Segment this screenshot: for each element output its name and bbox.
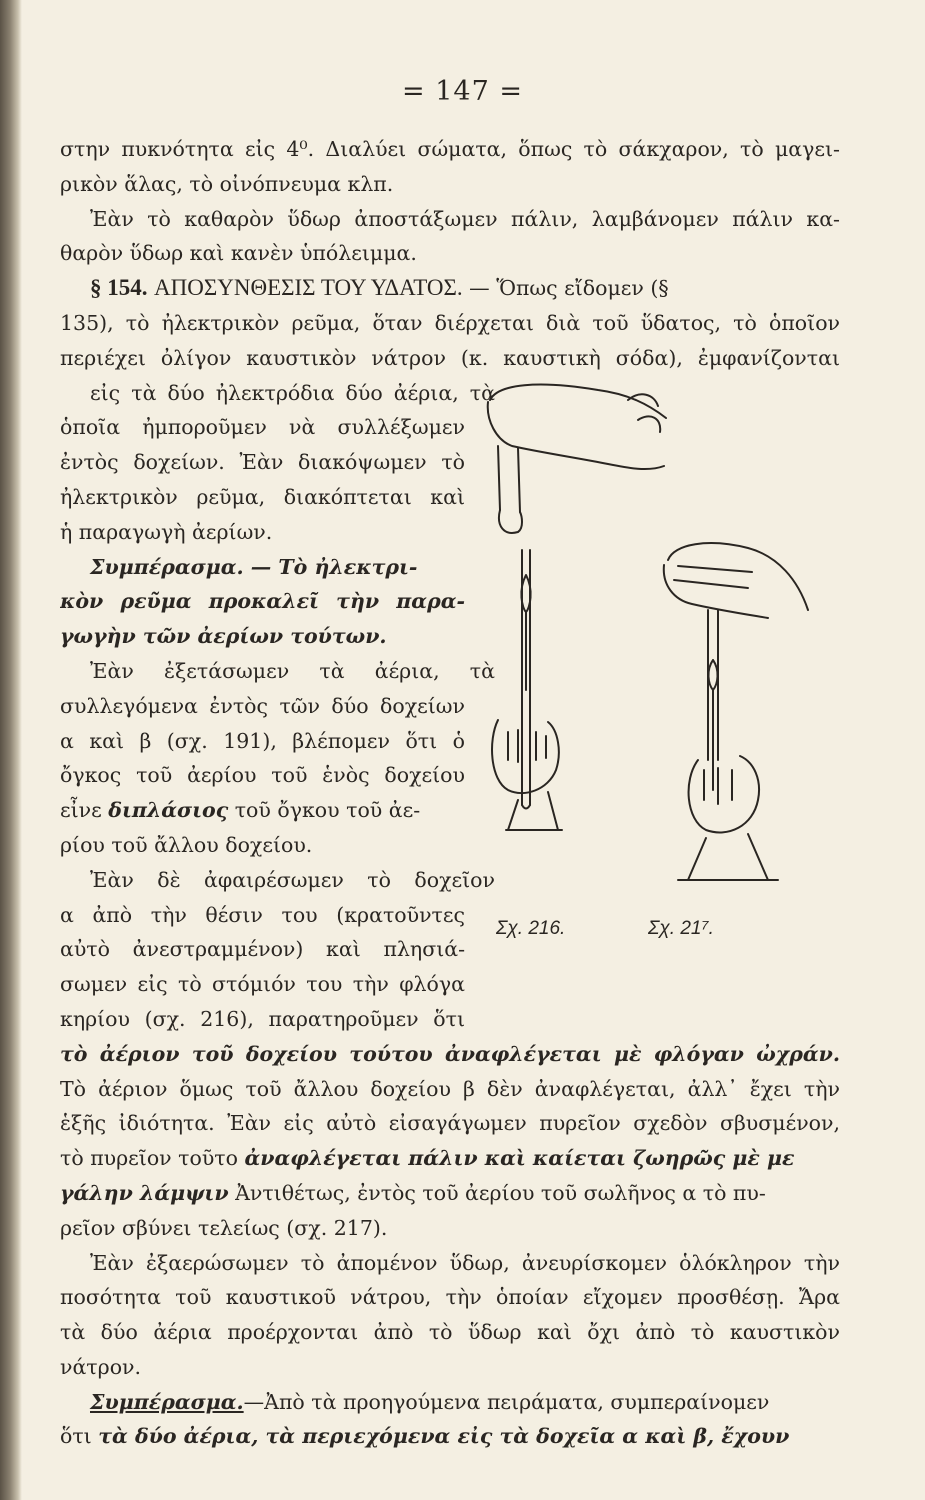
fig216-tube-bottom bbox=[522, 805, 530, 809]
conclusion-label: Συμπέρασμα. bbox=[90, 1389, 244, 1414]
book-binding-shadow bbox=[0, 0, 22, 1500]
section-title: ΑΠΟΣΥΝΘΕΣΙΣ ΤΟΥ ΥΔΑΤΟΣ. bbox=[154, 275, 463, 301]
text-line: Ἐὰν ἐξετάσωμεν τὰ ἀέρια, τὰ bbox=[90, 658, 495, 683]
text-line: α καὶ β (σχ. 191), βλέπομεν ὅτι ὁ bbox=[60, 728, 465, 753]
fig217-match-flame bbox=[708, 660, 717, 690]
text-line: εἰς τὰ δύο ἠλεκτρόδια δύο ἀέρια, τὰ bbox=[90, 380, 495, 405]
section-number: § 154. bbox=[90, 275, 148, 301]
text-span: τὸ πυρεῖον τοῦτο bbox=[60, 1146, 245, 1171]
section-heading bbox=[60, 271, 840, 306]
fig216-sleeve bbox=[506, 792, 562, 830]
text-line: Ἐὰν δὲ ἀφαιρέσωμεν τὸ δοχεῖον bbox=[90, 867, 495, 892]
text-span: εἶνε bbox=[60, 798, 109, 823]
text-line: α ἀπὸ τὴν θέσιν του (κρατοῦντες bbox=[60, 902, 465, 927]
conclusion-line bbox=[60, 550, 495, 585]
conclusion-line: γωγὴν τῶν ἀερίων τούτων. bbox=[60, 624, 387, 649]
fig217-sleeve bbox=[678, 834, 778, 880]
text-line: Ἐὰν τὸ καθαρὸν ὕδωρ ἀποστάξωμεν πάλιν, λαμβάνομεν πάλιν κα- bbox=[90, 206, 840, 231]
fig217-illustration bbox=[664, 543, 808, 880]
emphasis-text: τὰ δύο ἀέρια, τὰ περιεχόμενα εἰς τὰ δοχεῖα α καὶ β, ἔχουν bbox=[98, 1424, 790, 1449]
text-line: περιέχει ὀλίγον καυστικὸν νάτρον (κ. καυστικὴ σόδα), ἐμφανίζονται bbox=[60, 345, 840, 370]
text-line: Τὸ ἀέριον ὅμως τοῦ ἄλλου δοχείου β δὲν ἀναφλέγεται, ἀλλ᾽ ἔχει τὴν bbox=[60, 1076, 840, 1101]
emphasis-line: τὸ ἀέριον τοῦ δοχείου τούτου ἀναφλέγεται μὲ φλόγαν ὠχράν. bbox=[60, 1041, 840, 1066]
text-line: θαρὸν ὕδωρ καὶ κανὲν ὑπόλειμμα. bbox=[60, 241, 417, 266]
page-number: = 147 = bbox=[402, 76, 523, 107]
fig216-hand-fingers bbox=[508, 730, 546, 762]
text-line: αὐτὸ ἀνεστραμμένον) καὶ πλησιά- bbox=[60, 937, 465, 962]
text-span: ὅτι bbox=[60, 1424, 99, 1449]
fig217-hand-outline bbox=[668, 543, 808, 610]
fig216-wrist bbox=[498, 446, 520, 512]
fig217-hand-fingers bbox=[704, 768, 732, 804]
fig216-illustration bbox=[488, 385, 666, 830]
fig216-hand-outline bbox=[490, 385, 666, 418]
conclusion-text: — Τὸ ἠλεκτρι- bbox=[243, 554, 418, 579]
figure-illustrations bbox=[478, 360, 858, 960]
text-line bbox=[60, 793, 465, 828]
text-line: Ἐὰν ἐξαερώσωμεν τὸ ἀπομένον ὕδωρ, ἀνευρίσκομεν ὁλόκληρον τὴν bbox=[90, 1250, 840, 1275]
emphasis-text: ἀναφλέγεται πάλιν καὶ καίεται ζωηρῶς μὲ με bbox=[244, 1146, 795, 1171]
fig217-fingers bbox=[674, 566, 752, 588]
text-line: ρεῖον σβύνει τελείως (σχ. 217). bbox=[60, 1215, 388, 1240]
conclusion-line bbox=[60, 1385, 840, 1420]
text-span: — Ὅπως εἴδομεν (§ bbox=[469, 276, 669, 301]
text-line: 135), τὸ ἠλεκτρικὸν ρεῦμα, ὅταν διέρχεται διὰ τοῦ ὕδατος, τὸ ὁποῖον bbox=[60, 310, 840, 335]
fig216-caption: Σχ. 216. bbox=[496, 918, 566, 939]
conclusion-line: κὸν ρεῦμα προκαλεῖ τὴν παρα- bbox=[60, 589, 465, 614]
conclusion-label: Συμπέρασμα. bbox=[90, 554, 244, 579]
text-line: ρικὸν ἅλας, τὸ οἰνόπνευμα κλπ. bbox=[60, 171, 394, 196]
text-line: ὄγκος τοῦ ἀερίου τοῦ ἑνὸς δοχείου bbox=[60, 763, 465, 788]
text-line bbox=[60, 1141, 840, 1176]
fig217-holding-hand bbox=[689, 756, 759, 832]
text-line: ποσότητα τοῦ καυστικοῦ νάτρου, τὴν ὁποίαν εἴχομεν προσθέσῃ. Ἄρα bbox=[60, 1285, 840, 1310]
text-line: ἡ παραγωγὴ ἀερίων. bbox=[60, 519, 273, 544]
text-line bbox=[60, 1419, 840, 1454]
text-span: —Ἀπὸ τὰ προηγούμενα πειράματα, συμπεραίνομεν bbox=[243, 1389, 770, 1414]
text-line: ἑξῆς ἰδιότητα. Ἐὰν εἰς αὐτὸ εἰσαγάγωμεν πυρεῖον σχεδὸν σβυσμένον, bbox=[60, 1111, 840, 1136]
text-span: Ἀντιθέτως, ἐντὸς τοῦ ἀερίου τοῦ σωλῆνος α τὸ πυ- bbox=[228, 1180, 766, 1205]
text-line bbox=[60, 1176, 840, 1211]
text-span: τοῦ ὄγκου τοῦ ἀε- bbox=[228, 798, 421, 823]
fig217-hand-lower bbox=[664, 565, 768, 618]
text-line: ρίου τοῦ ἄλλου δοχείου. bbox=[60, 832, 313, 857]
fig216-holding-hand bbox=[492, 720, 559, 793]
text-line: κηρίου (σχ. 216), παρατηροῦμεν ὅτι bbox=[60, 1006, 465, 1031]
text-line: ἐντὸς δοχείων. Ἐὰν διακόψωμεν τὸ bbox=[60, 450, 465, 475]
emphasis-text: διπλάσιος bbox=[108, 798, 229, 823]
text-line: ὁποῖα ἠμποροῦμεν νὰ συλλέξωμεν bbox=[60, 415, 465, 440]
fig217-caption: Σχ. 21⁷. bbox=[648, 918, 714, 939]
figure-area bbox=[478, 360, 858, 960]
text-line: τὰ δύο ἀέρια προέρχονται ἀπὸ τὸ ὕδωρ καὶ ὄχι ἀπὸ τὸ καυστικὸν bbox=[60, 1320, 840, 1345]
text-line: συλλεγόμενα ἐντὸς τῶν δύο δοχείων bbox=[60, 693, 465, 718]
emphasis-text: γάλην λάμψιν bbox=[60, 1180, 229, 1205]
text-line: νάτρον. bbox=[60, 1354, 142, 1379]
text-line: ἠλεκτρικὸν ρεῦμα, διακόπτεται καὶ bbox=[60, 484, 465, 509]
fig216-hand-lower bbox=[488, 402, 664, 469]
text-line: σωμεν εἰς τὸ στόμιόν του τὴν φλόγα bbox=[60, 972, 465, 997]
fig216-cuff bbox=[499, 510, 522, 533]
text-line: στην πυκνότητα εἰς 4⁰. Διαλύει σώματα, ὅπως τὸ σάκχαρον, τὸ μαγει- bbox=[60, 137, 840, 161]
